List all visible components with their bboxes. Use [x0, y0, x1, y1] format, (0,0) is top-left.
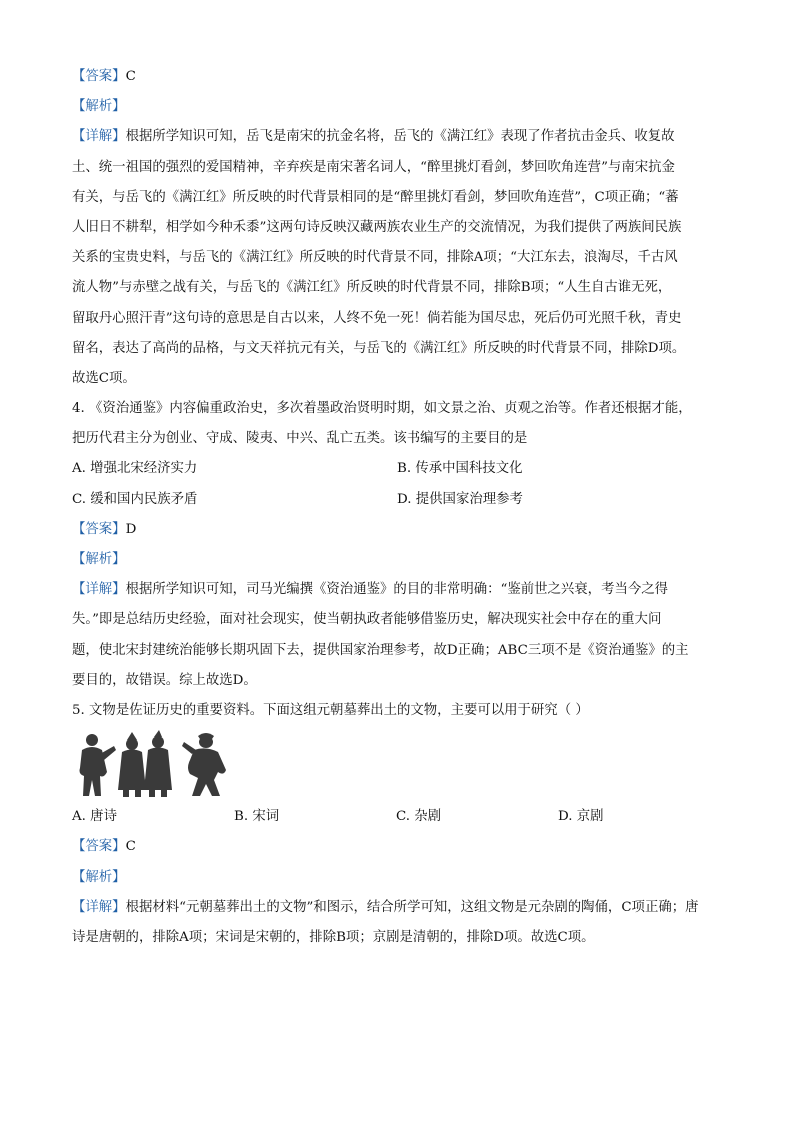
q3-analysis-line: [72, 92, 722, 122]
q4-option-b: B. 传承中国科技文化: [397, 461, 523, 477]
q4-detail-line: 失。”即是总结历史经验，面对社会现实，使当朝执政者能够借鉴历史，解决现实社会中存在的重大问: [72, 612, 662, 628]
pottery-figurines-image: [72, 726, 722, 802]
q5-answer-line: [72, 832, 722, 862]
analysis-tag: 【解析】: [72, 869, 126, 885]
detail-text: 根据所学知识可知，司马光编撰《资治通鉴》的目的非常明确：“鉴前世之兴衰，考当今之得: [125, 582, 669, 598]
q4-options-row: [72, 454, 722, 484]
q5-option-a: A. 唐诗: [72, 809, 117, 825]
q3-detail-line: 故选C项。: [72, 370, 136, 386]
detail-text: 根据所学知识可知，岳飞是南宋的抗金名将，岳飞的《满江红》表现了作者抗击金兵、收复故: [125, 129, 675, 145]
answer-tag: 【答案】: [72, 69, 126, 84]
document-page: [72, 62, 722, 953]
q5-option-c: C. 杂剧: [396, 809, 442, 825]
answer-tag: 【答案】: [72, 839, 126, 855]
q3-answer-line: [72, 62, 722, 92]
q3-detail-line: [72, 122, 722, 152]
q5-option-d: D. 京剧: [558, 809, 604, 825]
q4-stem-line: 4. 《资治通鉴》内容偏重政治史，多次着墨政治贤明时期，如文景之治、贞观之治等。作者还根据才能，: [72, 401, 692, 417]
q5-option-b: B. 宋词: [234, 809, 280, 825]
q3-detail-line: 人旧日不耕犁，相学如今种禾黍”这两句诗反映汉藏两族农业生产的交流情况，为我们提供了两族间民族: [72, 219, 682, 235]
q3-detail-line: 流人物”与赤壁之战有关，与岳飞的《满江红》所反映的时代背景不同，排除B项；“人生自古谁无死，: [72, 280, 672, 296]
q3-detail-line: 有关，与岳飞的《满江红》所反映的时代背景相同的是“醉里挑灯看剑，梦回吹角连营”，C项正确；“蕃: [72, 189, 679, 205]
q4-detail-line: 题，使北宋封建统治能够长期巩固下去，提供国家治理参考，故D正确；ABC三项不是《资治通鉴》的主: [72, 642, 689, 658]
q5-stem-line: 5. 文物是佐证历史的重要资料。下面这组元朝墓葬出土的文物，主要可以用于研究（ ）: [72, 702, 589, 718]
q4-analysis-line: [72, 545, 722, 575]
detail-tag: 【详解】: [72, 582, 126, 598]
analysis-tag: 【解析】: [72, 552, 126, 567]
figurines-illustration: [74, 730, 244, 802]
answer-value: D: [125, 521, 137, 537]
q5-detail-line: [72, 893, 722, 923]
detail-tag: 【详解】: [72, 899, 126, 915]
answer-value: C: [125, 839, 136, 855]
q5-options-row: [72, 802, 722, 832]
q4-option-c: C. 缓和国内民族矛盾: [72, 491, 198, 507]
q4-answer-line: [72, 515, 722, 545]
answer-value: C: [125, 69, 136, 84]
q3-detail-line: 土、统一祖国的强烈的爱国精神，辛弃疾是南宋著名词人，“醉里挑灯看剑，梦回吹角连营”与南宋抗金: [72, 159, 675, 175]
detail-text: 根据材料“元朝墓葬出土的文物”和图示，结合所学可知，这组文物是元杂剧的陶俑，C项正确；唐: [125, 899, 699, 915]
answer-tag: 【答案】: [72, 521, 126, 537]
q3-detail-line: 留取丹心照汗青”这句诗的意思是自古以来，人终不免一死！倘若能为国尽忠，死后仍可光照千秋，青史: [72, 310, 682, 326]
q3-detail-line: 留名，表达了高尚的品格，与文天祥抗元有关，与岳飞的《满江红》所反映的时代背景不同，排除D项。: [72, 340, 686, 356]
q5-detail-line: 诗是唐朝的，排除A项；宋词是宋朝的，排除B项；京剧是清朝的，排除D项。故选C项。: [72, 929, 595, 945]
q4-options-row: [72, 485, 722, 515]
q4-detail-line: [72, 575, 722, 605]
analysis-tag: 【解析】: [72, 99, 126, 115]
detail-tag: 【详解】: [72, 129, 126, 145]
q3-detail-line: 关系的宝贵史料，与岳飞的《满江红》所反映的时代背景不同，排除A项；“大江东去，浪淘尽，千古风: [72, 250, 678, 266]
q4-option-d: D. 提供国家治理参考: [397, 491, 523, 507]
q4-stem-line: 把历代君主分为创业、守成、陵夷、中兴、乱亡五类。该书编写的主要目的是: [72, 431, 528, 447]
q4-detail-line: 要目的，故错误。综上故选D。: [72, 672, 257, 688]
q4-option-a: A. 增强北宋经济实力: [72, 461, 198, 477]
q5-analysis-line: [72, 863, 722, 893]
